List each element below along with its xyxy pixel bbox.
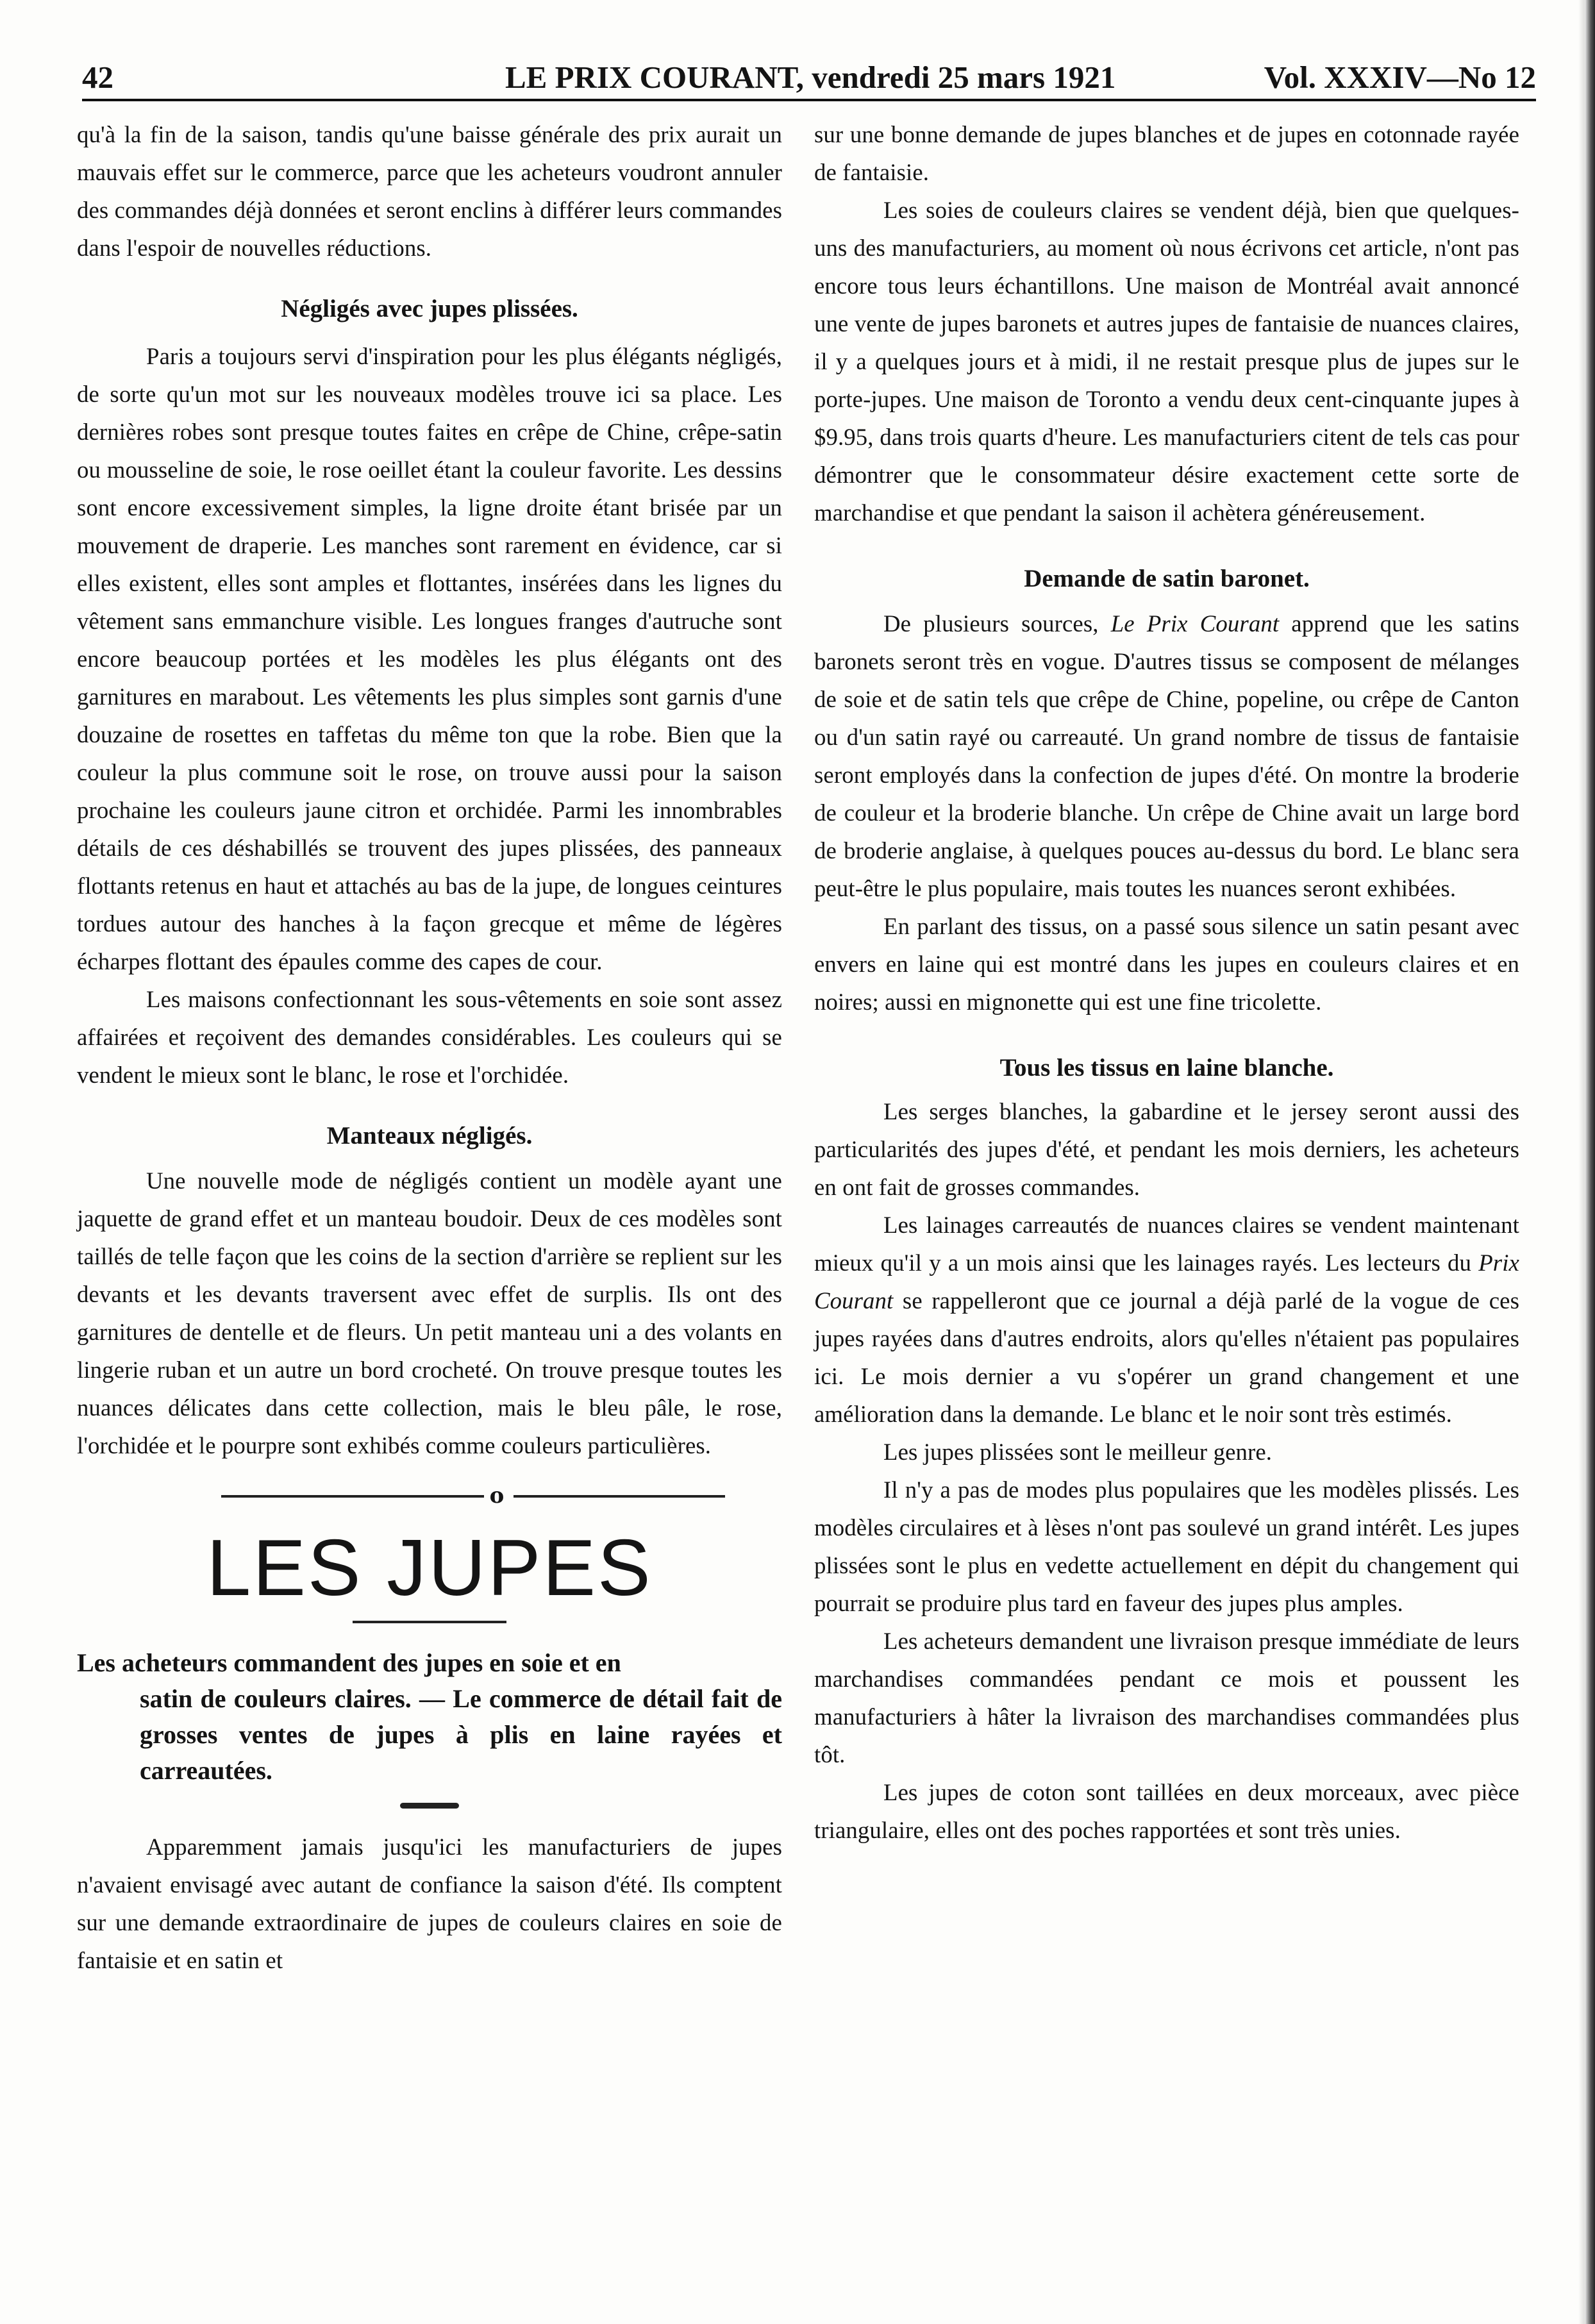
heading-laine-blanche: Tous les tissus en laine blanche. (999, 1054, 1334, 1082)
paragraph-soies: Les soies de couleurs claires se vendent déjà, bien que quelques-uns des manufacturiers, au moment où nous écrivons cet article, n'ont pas encore tous leurs échantillons. Une maison de Montréal avait annoncé une vente de jupes baronets et autres jupes de fantaisie de nuances claires, il y a quelques jours et à midi, il ne restait presque plus de jupes sur le porte-jupes. Une maison de Toronto a vendu deux cent-cinquante jupes à $9.95, dans trois quarts d'heure. Les manufacturiers citent de tels cas pour démontrer que le consommateur désire exactement cette sorte de marchandise et que pendant la saison il achètera généreusement. (814, 197, 1519, 526)
heading-satin-baronet: Demande de satin baronet. (1024, 565, 1310, 592)
paragraph-continued: sur une bonne demande de jupes blanches et de jupes en cotonnade rayée de fantaisie. (814, 121, 1519, 185)
publication-name: Prix Courant (814, 1250, 1519, 1314)
page-number: 42 (82, 60, 113, 95)
section-separator (77, 1480, 782, 1512)
satin-text-post: apprend que les satins baronets seront très en vogue. D'autres tissus se composent de mélanges de soie et de satin tels que crêpe de Chine, popeline, ou crêpe de Canton ou d'un satin rayé ou carreauté. Un grand nombre de tissus de fantaisie seront employés dans la confection de jupes d'été. On montre la broderie de couleur et la broderie blanche. Un crêpe de Chine avait un large bord de broderie anglaise, à quelques pouces au-dessus du bord. Le blanc sera peut-être le plus populaire, mais toutes les nuances seront exhibées. (814, 610, 1520, 901)
left-column (77, 115, 782, 2289)
running-header (82, 59, 1536, 101)
paragraph-satin (814, 605, 1519, 907)
lainages-text-pre: Les lainages carreautés de nuances claires se vendent maintenant mieux qu'il y a un mois ainsi que les lainages rayés. Les lecteurs du (814, 1212, 1519, 1276)
paragraph-negliges-1: Paris a toujours servi d'inspiration pour les plus élégants négligés, de sorte qu'un mot sur les nouveaux modèles trouve ici sa place. Les dernières robes sont presque toutes faites en crêpe de Chine, crêpe-satin ou mousseline de soie, le rose oeillet étant la couleur favorite. Les dessins sont encore excessivement simples, la ligne droite étant brisée par un mouvement de draperie. Les manches sont rarement en évidence, car si elles existent, elles sont amples et flottantes, insérées dans les lignes du vêtement sans emmanchure visible. Les longues franges d'autruche sont encore beaucoup portées et les modèles les plus élégants ont des garnitures en marabout. Les vêtements les plus simples sont garnis d'une douzaine de rosettes en taffetas du même ton que la robe. Bien que la couleur la plus commune soit le rose, on trouve aussi pour la saison prochaine les couleurs jaune citron et orchidée. Parmi les innombrables détails de ces déshabillés se trouvent des jupes plissées, des panneaux flottants retenus en haut et attachés au bas de la jupe, de longues ceintures tordues autour des hanches à la façon grecque et même de légères écharpes flottant des épaules comme des capes de cour. (77, 343, 782, 974)
paragraph-coton: Les jupes de coton sont taillées en deux morceaux, avec pièce triangulaire, elles ont des poches rapportées et sont très unies. (814, 1779, 1519, 1843)
subheading-lead: Les acheteurs commandent des jupes en soie et en (77, 1648, 621, 1677)
volume-number: Vol. XXXIV—No 12 (1264, 60, 1536, 95)
paragraph-serges: Les serges blanches, la gabardine et le jersey seront aussi des particularités des jupes d'été, et pendant les mois derniers, les acheteurs en ont fait de grosses commandes. (814, 1098, 1519, 1200)
heading-manteaux: Manteaux négligés. (326, 1122, 533, 1149)
section-subheading (77, 1645, 782, 1789)
paragraph-tissus: En parlant des tissus, on a passé sous silence un satin pesant avec envers en laine qui est montré dans les jupes en couleurs claires et en noires; aussi en mignonette qui est une fine tricolette. (814, 913, 1519, 1015)
paragraph-livraison: Les acheteurs demandent une livraison presque immédiate de leurs marchandises commandées pendant ce mois et poussent les manufacturiers à hâter la livraison des marchandises commandées plus tôt. (814, 1628, 1519, 1768)
publication-name: Le Prix Courant (1110, 610, 1280, 637)
paragraph-negliges-2: Les maisons confectionnant les sous-vêtements en soie sont assez affairées et reçoivent des demandes considérables. Les couleurs qui se vendent le mieux sont le blanc, le rose et l'orchidée. (77, 986, 782, 1088)
title-underline (353, 1621, 506, 1623)
heading-negliges: Négligés avec jupes plissées. (281, 295, 578, 322)
satin-text-pre: De plusieurs sources, (883, 610, 1111, 637)
separator-line-right (514, 1495, 725, 1498)
paragraph-modes: Il n'y a pas de modes plus populaires que les modèles plissés. Les modèles circulaires et à lèses n'ont pas soulevé un grand intérêt. Les jupes plissées sont le plus en vedette actuellement en dépit du changement qui pourrait se produire plus tard en faveur des jupes plus amples. (814, 1476, 1519, 1616)
page-edge-shadow (1578, 0, 1585, 2324)
paragraph-manteaux: Une nouvelle mode de négligés contient un modèle ayant une jaquette de grand effet et un manteau boudoir. Deux de ces modèles sont taillés de telle façon que les coins de la section d'arrière se replient sur les devants et les devants traversent avec effet de surplis. Ils ont des garnitures de dentelle et de fleurs. Un petit manteau uni a des volants en lingerie ruban et un autre un bord crocheté. On trouve presque toutes les nuances délicates dans cette collection, mais le bleu pâle, le rose, l'orchidée et le pourpre sont exhibés comme couleurs particulières. (77, 1167, 782, 1459)
ornament-dash (400, 1803, 459, 1809)
separator-line-left (221, 1495, 484, 1498)
lainages-text-post: se rappelleront que ce journal a déjà parlé de la vogue de ces jupes rayées dans d'autres endroits, alors qu'elles n'étaient pas populaires ici. Le mois dernier a vu s'opérer un grand changement et une amélioration dans la demande. Le blanc et le noir sont très estimés. (814, 1287, 1519, 1427)
paragraph-plissees: Les jupes plissées sont le meilleur genre. (883, 1439, 1273, 1465)
paragraph-jupes-1: Apparemment jamais jusqu'ici les manufacturiers de jupes n'avaient envisagé avec autant de confiance la saison d'été. Ils comptent sur une demande extraordinaire de jupes de couleurs claires en soie de fantaisie et en satin et (77, 1834, 782, 1973)
separator-ornament: o (489, 1483, 505, 1509)
right-column (814, 115, 1519, 2289)
section-title-les-jupes: LES JUPES (206, 1524, 653, 1612)
publication-title-date: LE PRIX COURANT, vendredi 25 mars 1921 (505, 60, 1116, 95)
paragraph-intro: qu'à la fin de la saison, tandis qu'une baisse générale des prix aurait un mauvais effet sur le commerce, parce que les acheteurs voudront annuler des commandes déjà données et seront enclins à différer leurs commandes dans l'espoir de nouvelles réductions. (77, 121, 782, 261)
subheading-rest: satin de couleurs claires. — Le commerce de détail fait de grosses ventes de jupes à plis en laine rayées et carreautées. (140, 1684, 782, 1785)
paragraph-lainages (814, 1206, 1519, 1433)
page-edge (1585, 0, 1595, 2324)
